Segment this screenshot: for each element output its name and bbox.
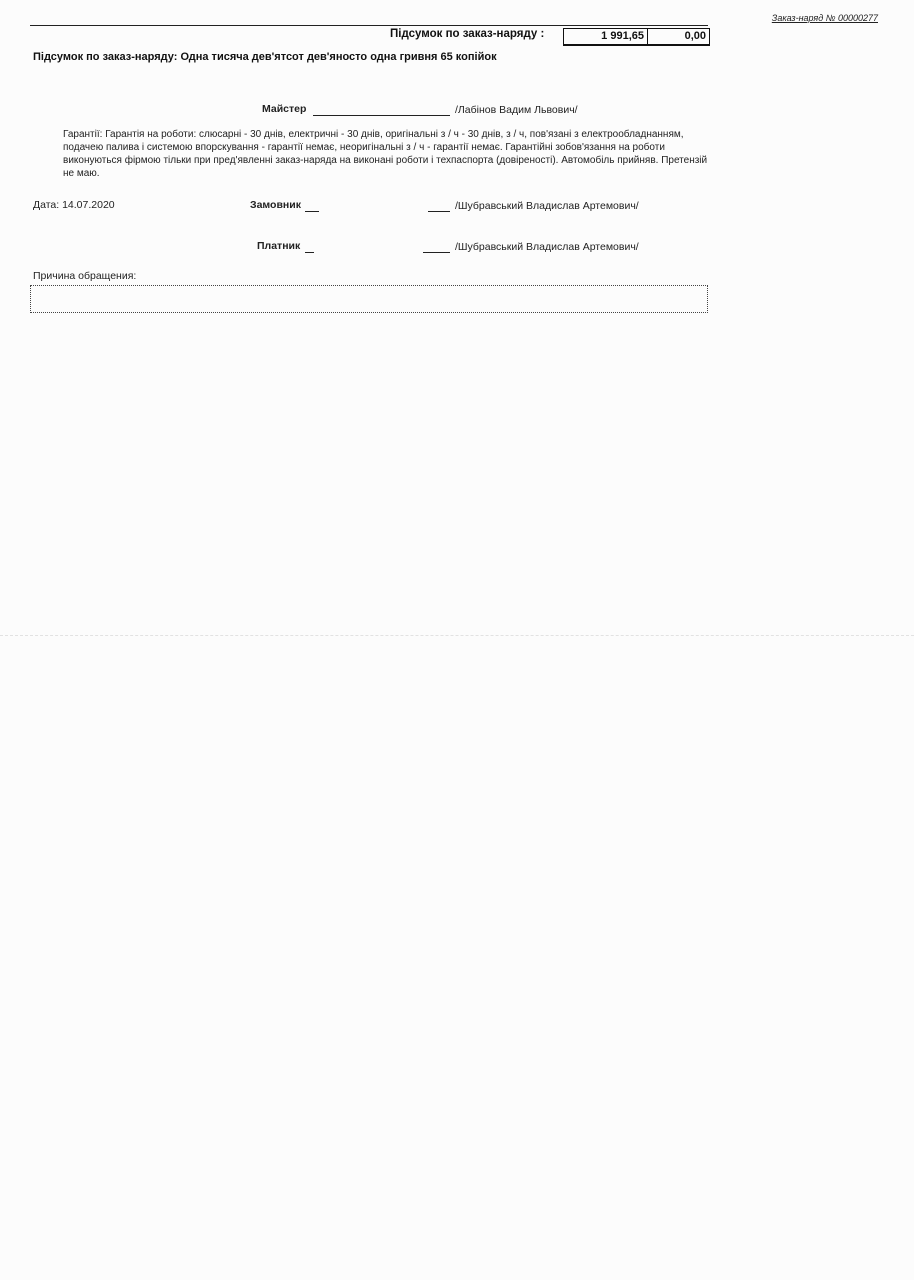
payer-label: Платник xyxy=(257,240,301,252)
master-signature-line xyxy=(313,115,450,116)
total-discount: 0,00 xyxy=(684,30,706,42)
payer-name: /Шубравський Владислав Артемович/ xyxy=(455,241,639,253)
customer-signature-line-right xyxy=(428,211,450,212)
total-in-words: Підсумок по заказ-наряду: Одна тисяча дев'ятсот дев'яносто одна гривня 65 копійок xyxy=(33,51,497,63)
master-label: Майстер xyxy=(262,103,307,115)
total-label: Підсумок по заказ-наряду : xyxy=(390,28,545,40)
total-amount: 1 991,65 xyxy=(564,29,648,44)
customer-label: Замовник xyxy=(250,199,301,211)
total-box xyxy=(563,28,710,46)
warranty-text: Гарантії: Гарантія на роботи: слюсарні - 30 днів, електричні - 30 днів, оригінальні з / ч - 30 днів, з / ч, пов'язані з електрообладнанням, подачею палива і системою впорскування - гарантії немає, неоригінальні з / ч - гарантії немає. Гарантійні зобов'язання на роботи виконуються фірмою тільки при пред'явленні заказ-наряда на виконані роботи і техпаспорта (довіреності). Автомобіль прийняв. Претензій не маю. xyxy=(63,129,708,179)
reason-field xyxy=(30,285,708,313)
master-name: /Лабінов Вадим Львович/ xyxy=(455,104,578,116)
top-rule xyxy=(30,25,708,26)
order-reference: Заказ-наряд № 00000277 xyxy=(771,13,878,23)
customer-signature-line-left xyxy=(305,211,319,212)
customer-name: /Шубравський Владислав Артемович/ xyxy=(455,200,639,212)
payer-signature-line-right xyxy=(423,252,450,253)
reason-label: Причина обращения: xyxy=(33,270,137,282)
page-fold-line xyxy=(0,635,914,636)
payer-signature-line-left xyxy=(305,252,314,253)
date-text: Дата: 14.07.2020 xyxy=(33,199,115,211)
